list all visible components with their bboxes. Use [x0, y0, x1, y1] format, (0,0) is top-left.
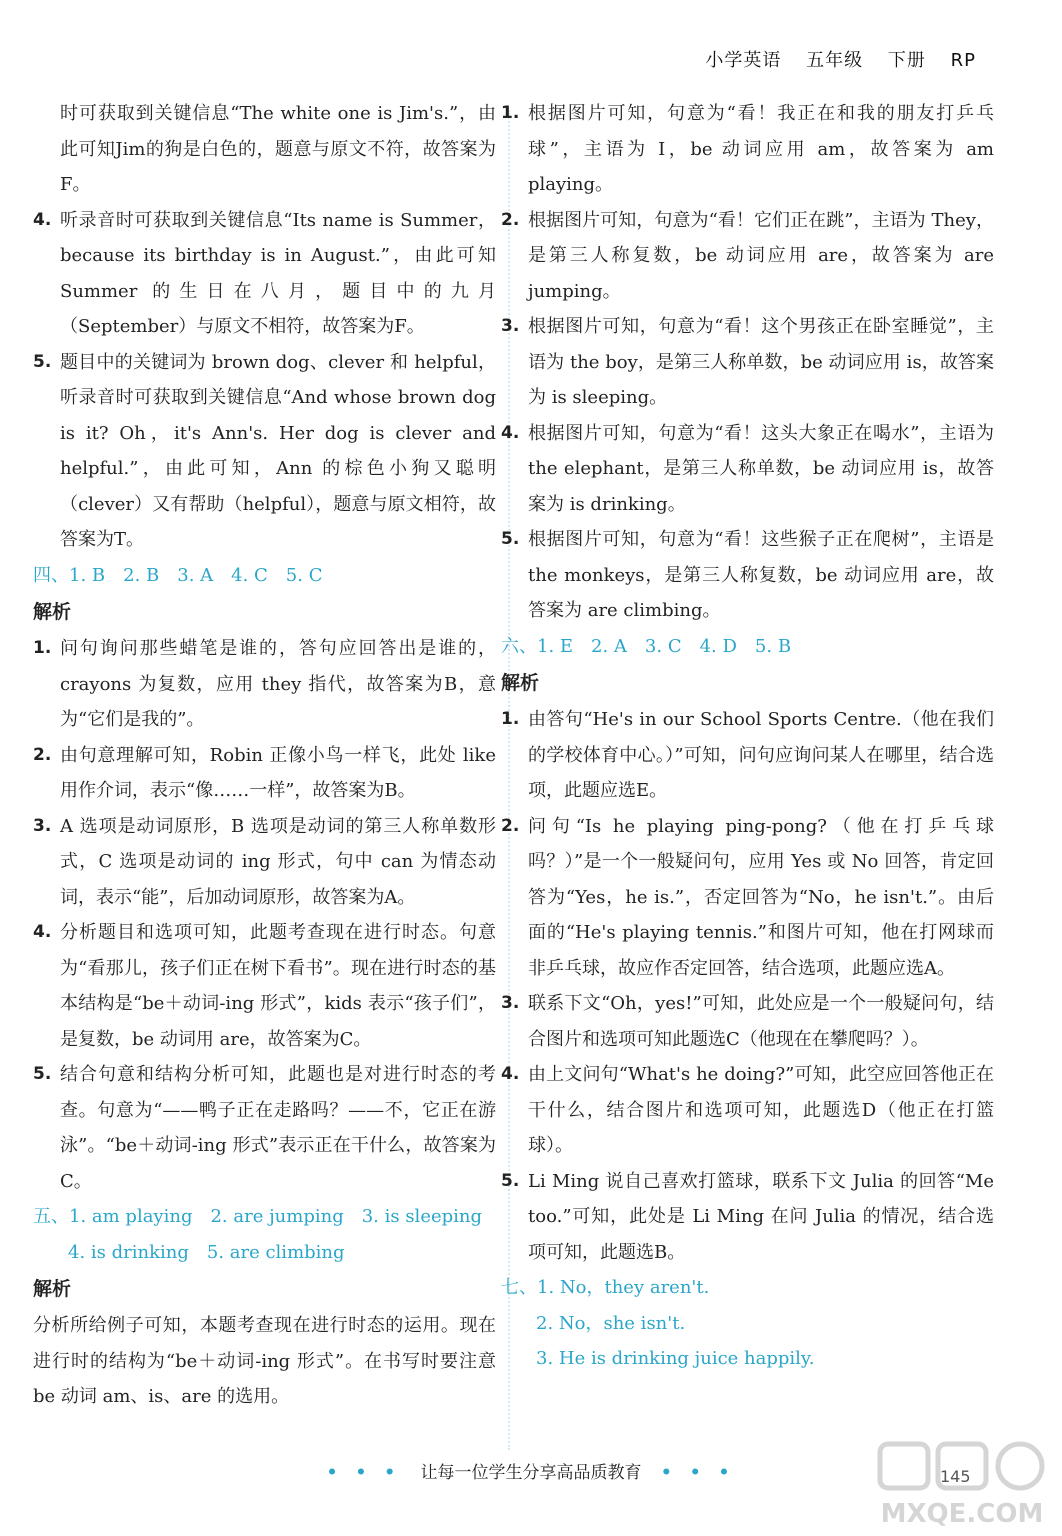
- item-number: 4.: [33, 922, 52, 942]
- footer-dots-right: • • •: [660, 1463, 736, 1483]
- item-number: 5.: [501, 529, 520, 549]
- section-5-answers-line1: 五、1. am playing 2. are jumping 3. is sleeping: [33, 1206, 483, 1227]
- analysis-heading: 解析: [33, 1278, 72, 1300]
- list-item: [501, 809, 994, 987]
- header-grade: 五年级: [806, 50, 864, 71]
- section-4-answers: 四、1. B 2. B 3. A 4. C 5. C: [33, 564, 323, 586]
- section-6-answers: 六、1. E 2. A 3. C 4. D 5. B: [501, 635, 792, 657]
- section-7-answer-3: 3. He is drinking juice happily.: [536, 1348, 815, 1369]
- item-number: 1.: [501, 103, 520, 123]
- page-number: 145: [940, 1467, 971, 1486]
- item-text: 根据图片可知，句意为“看！这些猴子正在爬树”，主语是 the monkeys，是第三人称复数，be 动词应用 are，故答案为 are climbing。: [528, 529, 994, 621]
- list-item: [501, 522, 994, 629]
- list-item: [33, 345, 496, 558]
- list-item: [501, 96, 994, 203]
- header-subject: 小学英语: [705, 50, 782, 71]
- item-number: 3.: [501, 316, 520, 336]
- item-text: 根据图片可知，句意为“看！我正在和我的朋友打乒乓球”，主语为 I，be 动词应用 am，故答案为 am playing。: [528, 103, 994, 195]
- item-text: 分析题目和选项可知，此题考查现在进行时态。句意为“看那儿，孩子们正在树下看书”。现在进行时态的基本结构是“be＋动词-ing 形式”，kids 表示“孩子们”，是复数，be 动词用 are，故答案为C。: [60, 922, 496, 1050]
- item-text: 联系下文“Oh，yes!”可知，此处应是一个一般疑问句，结合图片和选项可知此题选C（他现在在攀爬吗？）。: [528, 993, 994, 1050]
- footer-slogan: 让每一位学生分享高品质教育: [420, 1463, 642, 1483]
- list-item: [501, 1164, 994, 1271]
- item-number: 3.: [33, 815, 52, 836]
- item-number: 5.: [33, 1064, 52, 1084]
- item-text: 结合句意和结构分析可知，此题也是对进行时态的考查。句意为“——鸭子正在走路吗？——不，它正在游泳”。“be＋动词-ing 形式”表示正在干什么，故答案为C。: [60, 1064, 496, 1192]
- right-column: [501, 96, 994, 1377]
- watermark-logo-icon: [870, 1440, 1055, 1530]
- item-text: 由上文问句“What's he doing?”可知，此空应回答他正在干什么，结合图片和选项可知，此题选D（他正在打篮球）。: [528, 1064, 994, 1156]
- list-item: [501, 986, 994, 1057]
- item-number: 5.: [33, 351, 52, 372]
- analysis-heading: 解析: [501, 672, 540, 694]
- item-text: 由句意理解可知，Robin 正像小鸟一样飞，此处 like 用作介词，表示“像……一样”，故答案为B。: [60, 744, 496, 801]
- item-text: 听录音时可获取到关键信息“Its name is Summer，because its birthday is in August.”，由此可知 Summer 的生日在八月，题目中的九月（September）与原文不相符，故答案为F。: [60, 209, 496, 337]
- item-number: 1.: [33, 638, 52, 658]
- list-item: [33, 1057, 496, 1199]
- section-7-answer-2: 2. No，she isn't.: [536, 1312, 686, 1334]
- item-text: 由答句“He's in our School Sports Centre.（他在我们的学校体育中心。）”可知，问句应询问某人在哪里，结合选项，此题应选E。: [528, 709, 994, 801]
- item-number: 4.: [501, 1064, 520, 1084]
- header-volume: 下册: [887, 50, 926, 71]
- list-item: [501, 416, 994, 523]
- item-number: 5.: [501, 1170, 520, 1191]
- footer-dots-left: • • •: [326, 1463, 402, 1483]
- header-edition: RP: [950, 50, 976, 71]
- item-number: 3.: [501, 993, 520, 1013]
- list-item: [501, 309, 994, 416]
- list-item: [33, 809, 496, 916]
- section-7-answer-1: 七、1. No，they aren't.: [501, 1277, 710, 1298]
- item-text: 题目中的关键词为 brown dog、clever 和 helpful，听录音时可获取到关键信息“And whose brown dog is it? Oh，it's Ann's. Her dog is clever and helpful.”，由此可知，Ann 的棕色小狗又聪明（clever）又有帮助（helpful），题意与原文相符，故答案为T。: [60, 351, 496, 550]
- analysis-heading: 解析: [33, 601, 72, 623]
- paragraph: 分析所给例子可知，本题考查现在进行时态的运用。现在进行时的结构为“be＋动词-ing 形式”。在书写时要注意 be 动词 am、is、are 的选用。: [33, 1315, 496, 1407]
- item-text: A 选项是动词原形，B 选项是动词的第三人称单数形式，C 选项是动词的 ing 形式，句中 can 为情态动词，表示“能”，后加动词原形，故答案为A。: [60, 815, 496, 908]
- paragraph: 时可获取到关键信息“The white one is Jim's.”，由此可知Jim的狗是白色的，题意与原文不符，故答案为F。: [60, 103, 496, 195]
- list-item: [33, 631, 496, 738]
- item-number: 1.: [501, 709, 520, 729]
- item-text: Li Ming 说自己喜欢打篮球，联系下文 Julia 的回答“Me too.”可知，此处是 Li Ming 在问 Julia 的情况，结合选项可知，此题选B。: [528, 1170, 994, 1263]
- svg-text:MXQE.COM: MXQE.COM: [880, 1499, 1044, 1529]
- list-item: [501, 1057, 994, 1164]
- item-text: 根据图片可知，句意为“看！它们正在跳”，主语为 They，是第三人称复数，be 动词应用 are，故答案为 are jumping。: [528, 209, 994, 302]
- item-number: 2.: [33, 744, 52, 765]
- list-item: [501, 702, 994, 809]
- item-text: 根据图片可知，句意为“看！这个男孩正在卧室睡觉”，主语为 the boy，是第三人称单数，be 动词应用 is，故答案为 is sleeping。: [528, 316, 994, 408]
- list-item: [501, 203, 994, 310]
- item-text: 问句询问那些蜡笔是谁的，答句应回答出是谁的，crayons 为复数，应用 they 指代，故答案为B，意为“它们是我的”。: [60, 638, 496, 730]
- list-item: [33, 915, 496, 1057]
- item-number: 2.: [501, 815, 520, 836]
- section-5-answers-line2: 4. is drinking 5. are climbing: [68, 1241, 345, 1263]
- item-number: 4.: [33, 209, 52, 230]
- item-number: 2.: [501, 209, 520, 230]
- left-column: [33, 96, 496, 1415]
- list-item: [33, 203, 496, 345]
- list-item: [33, 738, 496, 809]
- item-text: 根据图片可知，句意为“看！这头大象正在喝水”，主语为 the elephant，是第三人称单数，be 动词应用 is，故答案为 is drinking。: [528, 422, 994, 515]
- item-number: 4.: [501, 422, 520, 443]
- item-text: 问句“Is he playing ping-pong?（他在打乒乓球吗？）”是一个一般疑问句，应用 Yes 或 No 回答，肯定回答为“Yes，he is.”，否定回答为“No，he isn't.”。由后面的“He's playing tennis.”和图片可知，他在打网球而非乒乓球，故应作否定回答，结合选项，此题应选A。: [528, 815, 994, 979]
- page-header: [687, 46, 976, 72]
